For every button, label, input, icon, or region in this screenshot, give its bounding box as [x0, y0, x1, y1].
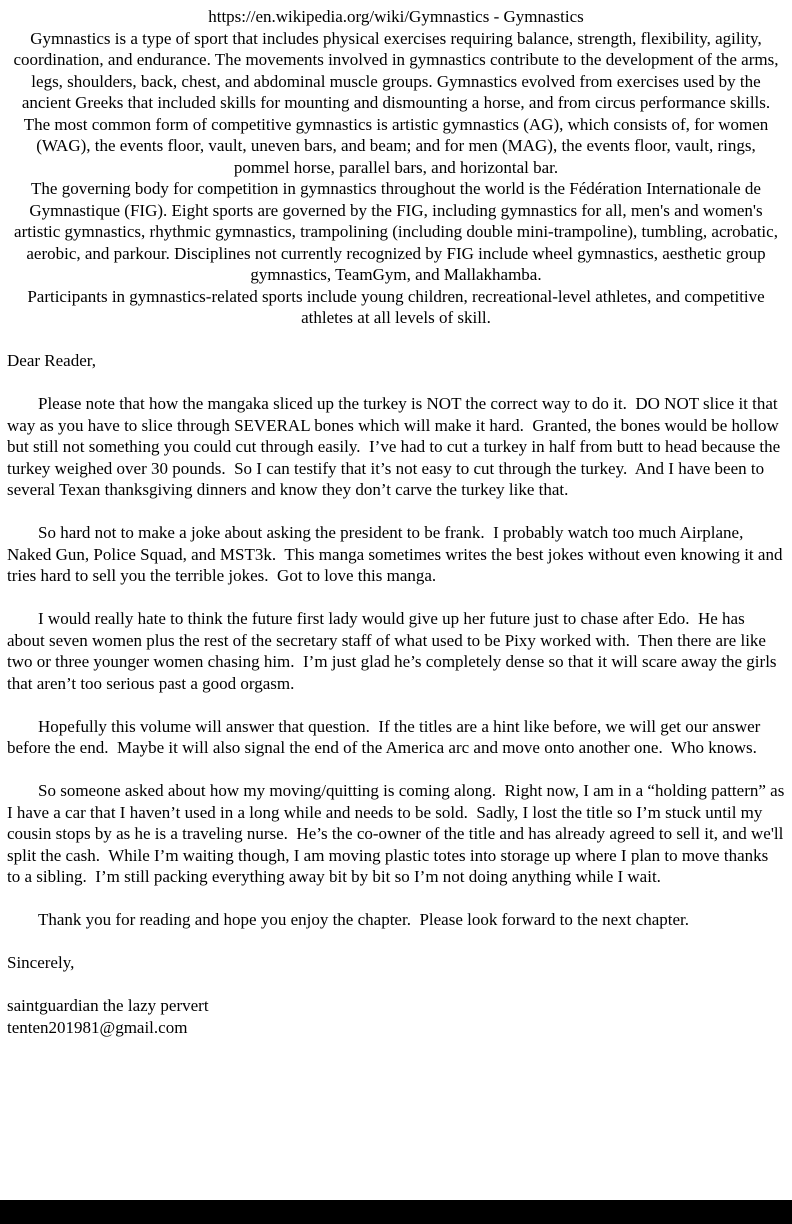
wiki-paragraph-participants: Participants in gymnastics-related sports include young children, recreational-level athletes, and competitive athletes at all levels of skill. — [27, 286, 769, 327]
wiki-paragraph-governing-body: The governing body for competition in gymnastics throughout the world is the Fédération Internationale de Gymnastique (FIG). Eight sports are governed by the FIG, including gymnastics for all, men's and women's artistic gymnastics, rhythmic gymnastics, trampolining (including double mini-trampoline), tumbling, acrobatic, aerobic, and parkour. Disciplines not currently recognized by FIG include wheel gymnastics, aesthetic group gymnastics, TeamGym, and Mallakhamba. — [14, 179, 783, 284]
bottom-bar — [0, 1200, 792, 1224]
letter-paragraph-volume: Hopefully this volume will answer that question. If the titles are a hint like before, we will get our answer before the end. Maybe it will also signal the end of the America arc and move onto another one. Who knows. — [7, 716, 765, 757]
closing: Sincerely, — [7, 953, 75, 972]
letter-paragraph-turkey: Please note that how the mangaka sliced up the turkey is NOT the correct way to do it. DO NOT slice it that way as you have to slice through SEVERAL bones which will make it hard. Granted, the bones would be hollow but still not something you could cut through easily. I’ve had to cut a turkey in half from butt to head because the turkey weighed over 30 pounds. So I can testify that it’s not easy to cut through the turkey. And I have been to several Texan thanksgiving dinners and know they don’t carve the turkey like that. — [7, 394, 785, 499]
signature-email: tenten201981@gmail.com — [7, 1017, 188, 1037]
letter-paragraph-first-lady: I would really hate to think the future first lady would give up her future just to chase after Edo. He has about seven women plus the rest of the secretary staff of what used to be Pixy worked with. Then there are like two or three younger women chasing him. I’m just glad he’s completely dense so that it will scare away the girls that aren’t too serious past a good orgasm. — [7, 609, 781, 693]
wiki-excerpt-section — [7, 6, 785, 329]
reader-letter-section — [7, 350, 789, 1038]
letter-paragraph-moving: So someone asked about how my moving/quitting is coming along. Right now, I am in a “holding pattern” as I have a car that I haven’t used in a long while and needs to be sold. Sadly, I lost the title so I’m stuck until my cousin stops by as he is a traveling nurse. He’s the co-owner of the title and has already agreed to sell it, and we'll split the cash. While I’m waiting though, I am moving plastic totes into storage up where I plan to move thanks to a sibling. I’m still packing everything away bit by bit so I’m not doing anything while I wait. — [7, 781, 789, 886]
letter-paragraph-thanks: Thank you for reading and hope you enjoy the chapter. Please look forward to the next chapter. — [38, 910, 689, 929]
salutation: Dear Reader, — [7, 351, 96, 370]
signature-block — [7, 995, 785, 1038]
signature-name: saintguardian the lazy pervert — [7, 996, 209, 1015]
wiki-paragraph-events: The most common form of competitive gymnastics is artistic gymnastics (AG), which consists of, for women (WAG), the events floor, vault, uneven bars, and beam; and for men (MAG), the events floor, vault, rings, pommel horse, parallel bars, and horizontal bar. — [23, 114, 773, 177]
letter-paragraph-jokes: So hard not to make a joke about asking the president to be frank. I probably watch too much Airplane, Naked Gun, Police Squad, and MST3k. This manga sometimes writes the best jokes without even knowing it and tries hard to sell you the terrible jokes. Got to love this manga. — [7, 523, 787, 585]
source-url-line: https://en.wikipedia.org/wiki/Gymnastics - Gymnastics — [208, 7, 584, 26]
wiki-paragraph-definition: Gymnastics is a type of sport that includes physical exercises requiring balance, strength, flexibility, agility, coordination, and endurance. The movements involved in gymnastics contribute to the development of the arms, legs, shoulders, back, chest, and abdominal muscle groups. Gymnastics evolved from exercises used by the ancient Greeks that included skills for mounting and dismounting a horse, and from circus performance skills. — [13, 28, 783, 112]
